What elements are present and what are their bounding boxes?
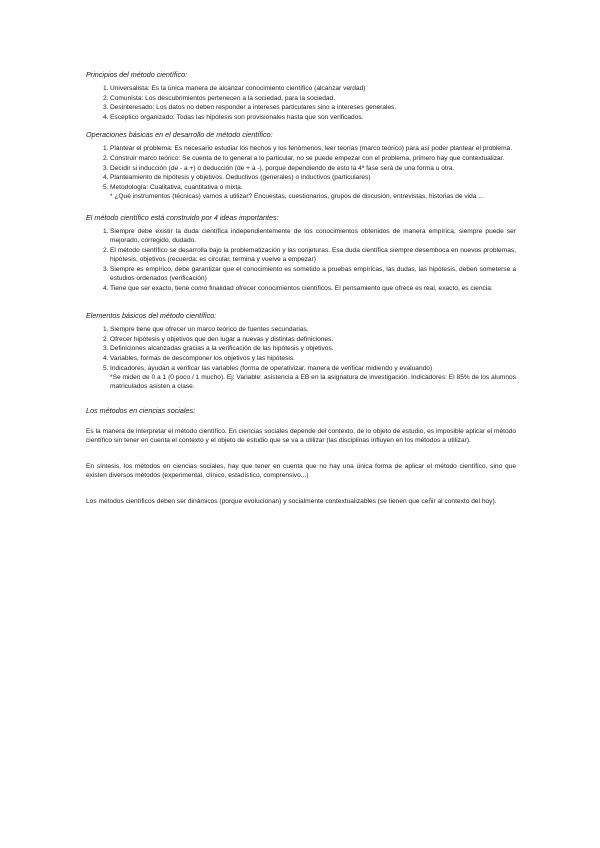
paragraph: En síntesis, los métodos en ciencias sociales, hay que tener en cuenta que no hay una única forma de aplicar el método científico, sino que existen diversos métodos (experimental, clínico, estadístico, comprensivo...) — [86, 462, 516, 480]
list-item: 3. Siempre es empírico, debe garantizar que el conocimiento es sometido a pruebas empíricas, las dudas, las hipótesis, deben someterse a estudios ordenados (verificación) — [103, 265, 516, 282]
operaciones-list — [86, 144, 516, 201]
list-item: 2. El método científico se desarrolla bajo la problematización y las conjeturas. Esa duda científica siempre desemboca en nuevos problemas, hipótesis, objetivos (recuerda: es circular, termina y vuelve a empezar) — [103, 246, 516, 263]
document-page — [86, 70, 516, 518]
list-item: 1. Plantear el problema: Es necesario estudiar los hechos y los fenómenos, leer teorías (marco teórico) para así poder plantear el problema. — [103, 145, 513, 153]
paragraph: Es la manera de interpretar el método científico. En ciencias sociales depende del contexto, de lo objeto de estudio, es imposible aplicar el método científico sin tener en cuenta el contexto y el objeto de estudio que se va a utilizar (las disciplinas influyen en los métodos a utilizar). — [86, 427, 516, 445]
list-item: 3. Definiciones alcanzadas gracias a la verificación de las hipótesis y objetivos. — [103, 345, 334, 353]
principios-list — [86, 84, 516, 122]
list-item: 5. Metodología: Cualitativa, cuantitativa o mixta. * ¿Qué instrumentos (técnicas) vamos a utilizar? Encuestas, cuestionarios, grupos de discusión, entrevistas, historias de vida ... — [86, 183, 516, 202]
list-item: 5. Indicadores, ayudan a verificar las variables (forma de operativizar, manera de verificar midiendo y evaluando) *Se miden de 0 a 1 (0 poco / 1 mucho). Ej: Variable: asistencia a EB en la asignatura de investigación. Indicadores: El 85% de los alumnos matriculados asisten a clase. — [103, 364, 516, 391]
list-item-note: *Se miden de 0 a 1 (0 poco / 1 mucho). Ej: Variable: asistencia a EB en la asignatura de investigación. Indicadores: El 85% de los alumnos matriculados asisten a clase. — [110, 374, 516, 391]
section-heading-ideas: El método científico está construido por 4 ideas importantes: — [86, 212, 279, 222]
list-item: 1. Universalista: Es la única manera de alcanzar conocimiento científico (alcanzar verdad) — [103, 85, 366, 92]
list-item: 2. Comunista: Los descubrimientos pertenecen a la sociedad, para la sociedad. — [103, 94, 336, 102]
list-item: 3. Decidir si inducción (de - a +) o deducción (de + a -), porque dependiendo de esto la 4ª fase será de una forma u otra. — [103, 164, 455, 172]
list-item: 4. Variables, formas de descomponer los objetivos y las hipótesis. — [103, 355, 295, 363]
list-item: 2. Ofrecer hipótesis y objetivos que den lugar a nuevas y distintas definiciones. — [103, 335, 334, 343]
ideas-list — [86, 227, 516, 293]
section-heading-principios: Principios del método científico: — [86, 70, 188, 79]
list-item: 1. Siempre debe existir la duda científica independientemente de los conocimientos obtenidos de manera empírica, siempre puede ser mejorado, corregido, dudado. — [103, 227, 516, 244]
section-heading-ciencias-sociales: Los métodos en ciencias sociales: — [86, 405, 196, 415]
list-item: 4. Planteamiento de hipótesis y objetivos. Deductivos (generales) o inductivos (particulares) — [103, 174, 371, 182]
list-item: 4. Escéptico organizado: Todas las hipótesis son provisionales hasta que son verificados. — [103, 114, 364, 122]
list-item: 1. Siempre tiene que ofrecer un marco teórico de fuentes secundarias. — [103, 325, 309, 333]
section-heading-operaciones: Operaciones básicas en el desarrollo de método científico: — [86, 130, 273, 140]
section-heading-elementos: Elementos básicos del método científico: — [86, 310, 217, 320]
list-item: 2. Construir marco teórico: Se cuenta de lo general a lo particular, no se puede empezar con el problema, primero hay que contextualizar. — [103, 155, 505, 163]
list-item-note: * ¿Qué instrumentos (técnicas) vamos a utilizar? Encuestas, cuestionarios, grupos de discusión, entrevistas, historias de vida ... — [110, 193, 484, 201]
list-item: 4. Tiene que ser exacto, tiene como finalidad ofrecer conocimientos científicos. El pensamiento que ofrece es real, exacto, es ciencia. — [103, 284, 493, 292]
elementos-list — [86, 325, 516, 392]
list-item: 3. Desinteresado: Los datos no deben responder a intereses particulares sino a intereses generales. — [103, 104, 397, 112]
paragraph: Los métodos científicos deben ser dinámicos (porque evolucionan) y socialmente contextualizables (se tienen que ceñir al contexto del hoy). — [86, 497, 497, 505]
